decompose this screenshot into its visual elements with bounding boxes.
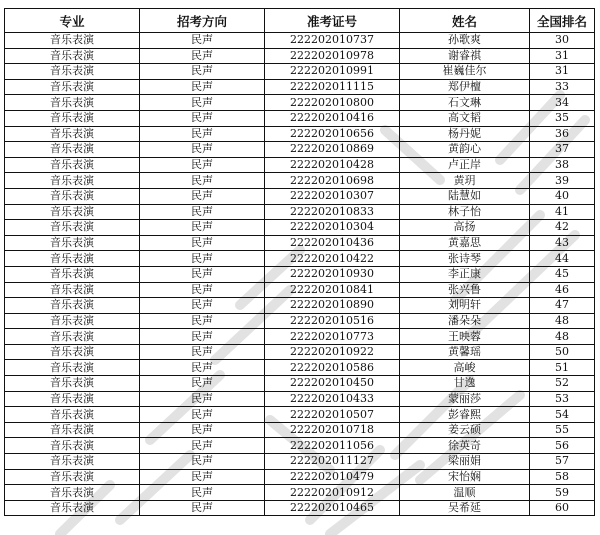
table-row (5, 282, 595, 298)
cell-major: 音乐表演 (5, 142, 140, 158)
table-row (5, 344, 595, 360)
cell-name: 杨丹妮 (400, 126, 530, 142)
cell-exam-number: 222202011127 (265, 454, 400, 470)
cell-rank: 31 (530, 48, 595, 64)
cell-major: 音乐表演 (5, 110, 140, 126)
table-row (5, 157, 595, 173)
cell-major: 音乐表演 (5, 157, 140, 173)
cell-exam-number: 222202010869 (265, 142, 400, 158)
table-row (5, 485, 595, 501)
cell-rank: 36 (530, 126, 595, 142)
cell-name: 郑伊檀 (400, 79, 530, 95)
cell-major: 音乐表演 (5, 422, 140, 438)
cell-exam-number: 222202010428 (265, 157, 400, 173)
table-row (5, 376, 595, 392)
cell-rank: 52 (530, 376, 595, 392)
table-row (5, 438, 595, 454)
cell-rank: 34 (530, 95, 595, 111)
cell-rank: 56 (530, 438, 595, 454)
table-row (5, 33, 595, 49)
cell-direction: 民声 (140, 266, 265, 282)
header-direction: 招考方向 (140, 9, 265, 33)
cell-direction: 民声 (140, 469, 265, 485)
cell-major: 音乐表演 (5, 79, 140, 95)
cell-direction: 民声 (140, 79, 265, 95)
cell-major: 音乐表演 (5, 64, 140, 80)
table-row (5, 454, 595, 470)
table-row (5, 220, 595, 236)
cell-rank: 35 (530, 110, 595, 126)
header-major: 专业 (5, 9, 140, 33)
cell-major: 音乐表演 (5, 188, 140, 204)
cell-major: 音乐表演 (5, 95, 140, 111)
table-row (5, 48, 595, 64)
table-row (5, 329, 595, 345)
cell-name: 刘明轩 (400, 298, 530, 314)
cell-exam-number: 222202010433 (265, 391, 400, 407)
cell-name: 潘朵朵 (400, 313, 530, 329)
cell-name: 姜云硕 (400, 422, 530, 438)
cell-name: 谢睿祺 (400, 48, 530, 64)
cell-rank: 58 (530, 469, 595, 485)
cell-name: 蒙丽莎 (400, 391, 530, 407)
header-rank: 全国排名 (530, 9, 595, 33)
cell-name: 张兴鲁 (400, 282, 530, 298)
cell-name: 李正康 (400, 266, 530, 282)
cell-name: 张诗琴 (400, 251, 530, 267)
cell-direction: 民声 (140, 251, 265, 267)
cell-direction: 民声 (140, 391, 265, 407)
cell-name: 宋怡娴 (400, 469, 530, 485)
cell-name: 高峻 (400, 360, 530, 376)
cell-major: 音乐表演 (5, 298, 140, 314)
cell-exam-number: 222202011056 (265, 438, 400, 454)
cell-exam-number: 222202010978 (265, 48, 400, 64)
cell-major: 音乐表演 (5, 48, 140, 64)
cell-direction: 民声 (140, 204, 265, 220)
cell-rank: 39 (530, 173, 595, 189)
cell-exam-number: 222202010304 (265, 220, 400, 236)
cell-rank: 48 (530, 329, 595, 345)
table-row (5, 188, 595, 204)
cell-name: 陆慧如 (400, 188, 530, 204)
table-row (5, 110, 595, 126)
table-row (5, 422, 595, 438)
table-row (5, 360, 595, 376)
cell-name: 徐英奇 (400, 438, 530, 454)
cell-name: 温顺 (400, 485, 530, 501)
cell-direction: 民声 (140, 110, 265, 126)
cell-exam-number: 222202010436 (265, 235, 400, 251)
cell-major: 音乐表演 (5, 469, 140, 485)
cell-rank: 45 (530, 266, 595, 282)
table-row (5, 126, 595, 142)
cell-major: 音乐表演 (5, 500, 140, 516)
cell-exam-number: 222202010800 (265, 95, 400, 111)
cell-exam-number: 222202010586 (265, 360, 400, 376)
cell-major: 音乐表演 (5, 313, 140, 329)
cell-name: 高文韬 (400, 110, 530, 126)
table-row (5, 142, 595, 158)
header-exam-number: 准考证号 (265, 9, 400, 33)
cell-rank: 50 (530, 344, 595, 360)
cell-rank: 46 (530, 282, 595, 298)
cell-exam-number: 222202010922 (265, 344, 400, 360)
cell-name: 王映蓉 (400, 329, 530, 345)
cell-name: 崔巍佳尔 (400, 64, 530, 80)
cell-major: 音乐表演 (5, 376, 140, 392)
cell-direction: 民声 (140, 33, 265, 49)
cell-name: 吴希延 (400, 500, 530, 516)
cell-name: 黄馨瑶 (400, 344, 530, 360)
cell-direction: 民声 (140, 485, 265, 501)
cell-major: 音乐表演 (5, 266, 140, 282)
cell-direction: 民声 (140, 313, 265, 329)
table-row (5, 266, 595, 282)
cell-rank: 37 (530, 142, 595, 158)
cell-direction: 民声 (140, 344, 265, 360)
cell-exam-number: 222202010479 (265, 469, 400, 485)
cell-rank: 43 (530, 235, 595, 251)
cell-exam-number: 222202010450 (265, 376, 400, 392)
cell-major: 音乐表演 (5, 360, 140, 376)
cell-direction: 民声 (140, 220, 265, 236)
cell-name: 彭睿熙 (400, 407, 530, 423)
cell-direction: 民声 (140, 95, 265, 111)
table-row (5, 298, 595, 314)
cell-exam-number: 222202010507 (265, 407, 400, 423)
cell-rank: 55 (530, 422, 595, 438)
cell-direction: 民声 (140, 438, 265, 454)
cell-name: 黄玥 (400, 173, 530, 189)
cell-direction: 民声 (140, 282, 265, 298)
cell-major: 音乐表演 (5, 344, 140, 360)
cell-major: 音乐表演 (5, 391, 140, 407)
cell-major: 音乐表演 (5, 329, 140, 345)
table-row (5, 64, 595, 80)
cell-rank: 31 (530, 64, 595, 80)
cell-exam-number: 222202010912 (265, 485, 400, 501)
cell-exam-number: 222202010718 (265, 422, 400, 438)
cell-exam-number: 222202010516 (265, 313, 400, 329)
cell-direction: 民声 (140, 329, 265, 345)
cell-direction: 民声 (140, 500, 265, 516)
table-row (5, 469, 595, 485)
table-row (5, 391, 595, 407)
cell-direction: 民声 (140, 360, 265, 376)
cell-rank: 60 (530, 500, 595, 516)
table-row (5, 313, 595, 329)
cell-major: 音乐表演 (5, 485, 140, 501)
cell-rank: 53 (530, 391, 595, 407)
cell-major: 音乐表演 (5, 220, 140, 236)
cell-rank: 54 (530, 407, 595, 423)
cell-direction: 民声 (140, 298, 265, 314)
cell-direction: 民声 (140, 407, 265, 423)
cell-rank: 44 (530, 251, 595, 267)
cell-direction: 民声 (140, 157, 265, 173)
cell-name: 高扬 (400, 220, 530, 236)
ranking-table (4, 8, 595, 516)
table-header-row (5, 9, 595, 33)
cell-exam-number: 222202010890 (265, 298, 400, 314)
cell-exam-number: 222202010737 (265, 33, 400, 49)
cell-name: 梁丽娟 (400, 454, 530, 470)
cell-exam-number: 222202010422 (265, 251, 400, 267)
cell-major: 音乐表演 (5, 454, 140, 470)
cell-rank: 41 (530, 204, 595, 220)
cell-rank: 48 (530, 313, 595, 329)
cell-direction: 民声 (140, 142, 265, 158)
cell-exam-number: 222202010773 (265, 329, 400, 345)
table-row (5, 500, 595, 516)
table-row (5, 251, 595, 267)
cell-major: 音乐表演 (5, 235, 140, 251)
cell-exam-number: 222202010991 (265, 64, 400, 80)
cell-exam-number: 222202011115 (265, 79, 400, 95)
cell-rank: 42 (530, 220, 595, 236)
cell-exam-number: 222202010416 (265, 110, 400, 126)
cell-direction: 民声 (140, 454, 265, 470)
cell-major: 音乐表演 (5, 173, 140, 189)
cell-rank: 57 (530, 454, 595, 470)
cell-rank: 30 (530, 33, 595, 49)
cell-major: 音乐表演 (5, 33, 140, 49)
cell-direction: 民声 (140, 422, 265, 438)
cell-rank: 40 (530, 188, 595, 204)
rank-sheet (4, 8, 594, 516)
cell-major: 音乐表演 (5, 126, 140, 142)
cell-rank: 59 (530, 485, 595, 501)
cell-direction: 民声 (140, 48, 265, 64)
table-row (5, 95, 595, 111)
cell-major: 音乐表演 (5, 438, 140, 454)
cell-name: 卢正岸 (400, 157, 530, 173)
table-row (5, 173, 595, 189)
cell-exam-number: 222202010656 (265, 126, 400, 142)
cell-major: 音乐表演 (5, 282, 140, 298)
cell-direction: 民声 (140, 235, 265, 251)
table-row (5, 79, 595, 95)
cell-rank: 33 (530, 79, 595, 95)
cell-rank: 51 (530, 360, 595, 376)
cell-name: 石文琳 (400, 95, 530, 111)
cell-direction: 民声 (140, 126, 265, 142)
cell-exam-number: 222202010465 (265, 500, 400, 516)
cell-exam-number: 222202010698 (265, 173, 400, 189)
cell-name: 黄韵心 (400, 142, 530, 158)
cell-exam-number: 222202010841 (265, 282, 400, 298)
cell-exam-number: 222202010833 (265, 204, 400, 220)
cell-name: 林子怡 (400, 204, 530, 220)
header-name: 姓名 (400, 9, 530, 33)
table-row (5, 204, 595, 220)
cell-rank: 38 (530, 157, 595, 173)
table-body (5, 33, 595, 516)
cell-rank: 47 (530, 298, 595, 314)
cell-major: 音乐表演 (5, 407, 140, 423)
cell-direction: 民声 (140, 173, 265, 189)
table-row (5, 235, 595, 251)
cell-name: 黄嘉思 (400, 235, 530, 251)
cell-direction: 民声 (140, 376, 265, 392)
cell-major: 音乐表演 (5, 251, 140, 267)
cell-direction: 民声 (140, 188, 265, 204)
table-row (5, 407, 595, 423)
cell-direction: 民声 (140, 64, 265, 80)
cell-name: 孙歌爽 (400, 33, 530, 49)
cell-name: 甘逸 (400, 376, 530, 392)
cell-exam-number: 222202010930 (265, 266, 400, 282)
cell-exam-number: 222202010307 (265, 188, 400, 204)
cell-major: 音乐表演 (5, 204, 140, 220)
